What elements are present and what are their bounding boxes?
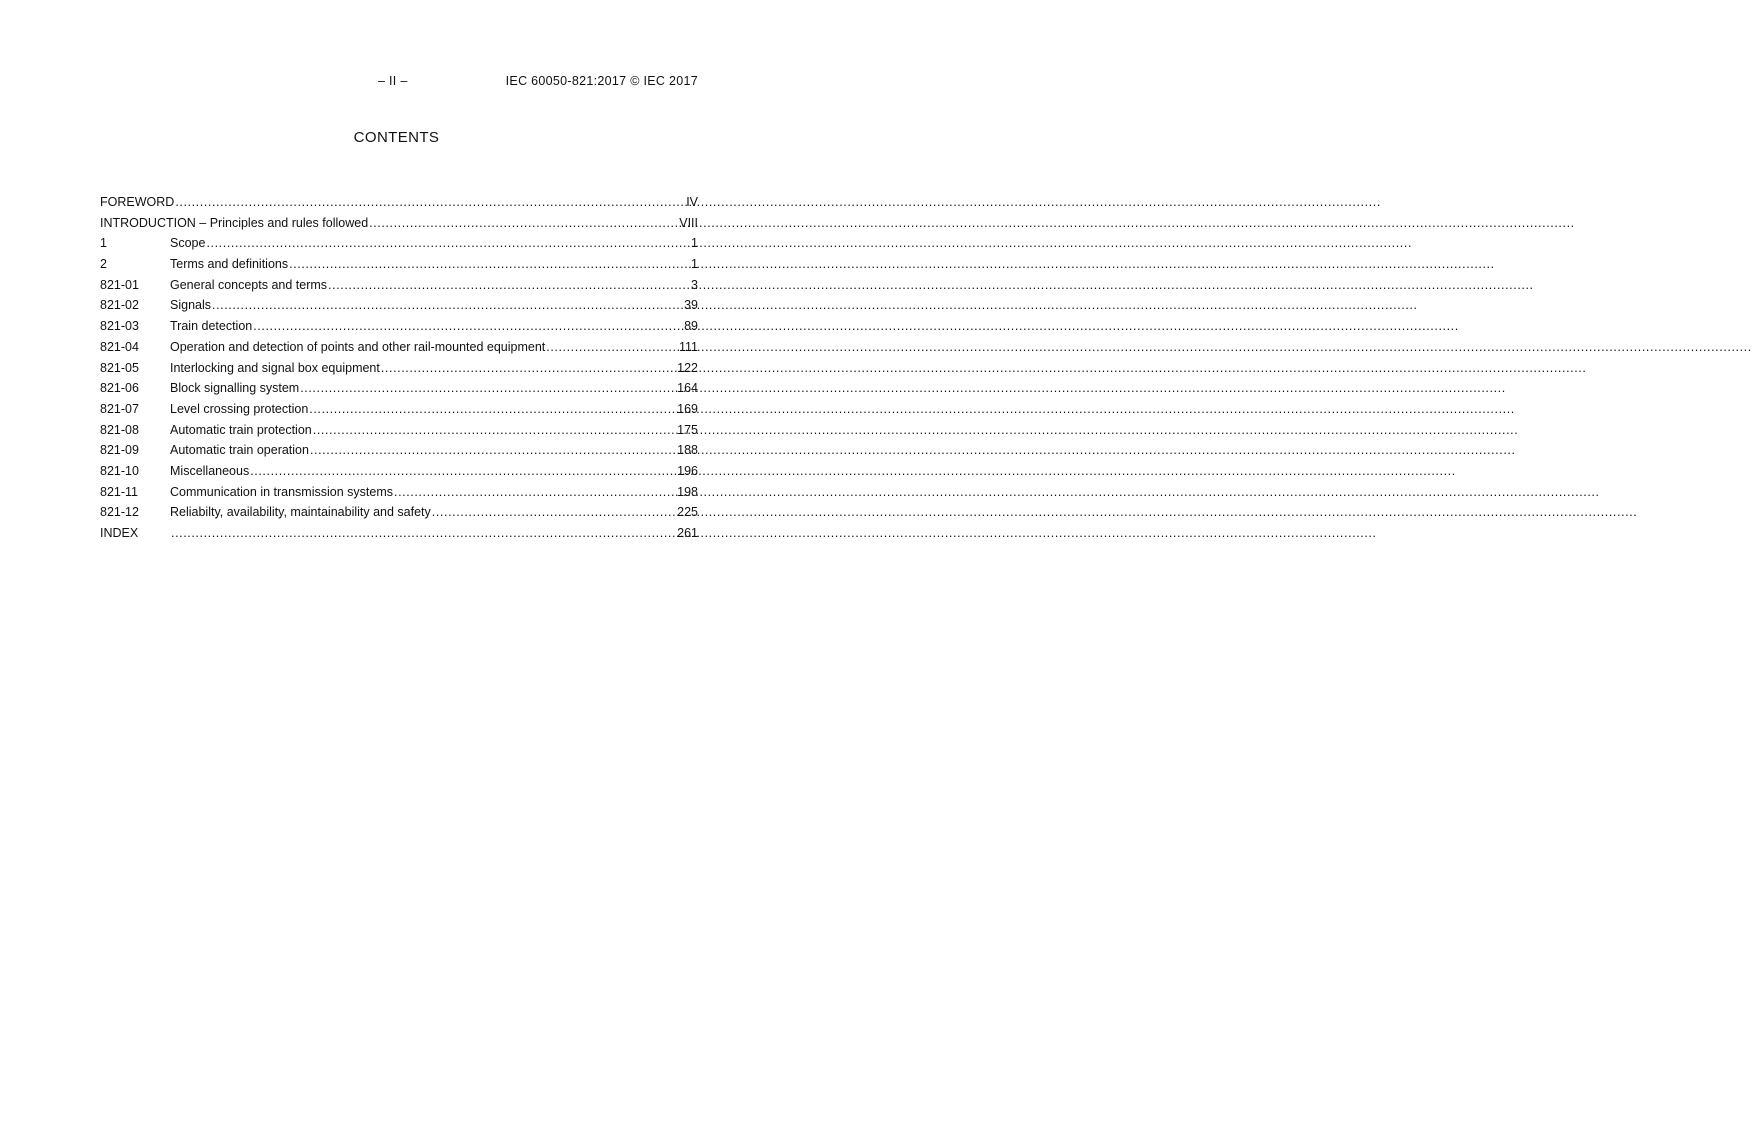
toc-dot-leader (309, 399, 676, 420)
toc-entry[interactable] (100, 502, 698, 523)
toc-dot-leader (212, 295, 683, 316)
toc-dot-leader (394, 482, 676, 503)
toc-entry[interactable] (100, 440, 698, 461)
toc-entry[interactable] (100, 275, 698, 296)
toc-entry-number: 821-04 (100, 339, 139, 354)
toc-entry-title: Scope (170, 236, 206, 251)
toc-entry-page: 1 (691, 257, 698, 272)
toc-entry-title: Reliabilty, availability, maintainability and safety (170, 505, 431, 520)
toc-entry-title: Block signalling system (170, 381, 300, 396)
toc-entry-title: Interlocking and signal box equipment (170, 360, 380, 375)
toc-entry-page: 39 (684, 298, 698, 313)
toc-entry-number: 821-03 (100, 319, 139, 334)
contents-heading: CONTENTS (353, 129, 440, 146)
toc-entry-page: 89 (684, 319, 698, 334)
document-reference: IEC 60050-821:2017 © IEC 2017 (505, 74, 698, 88)
toc-entry-number: 821-05 (100, 360, 139, 375)
toc-dot-leader (432, 502, 676, 523)
toc-dot-leader (253, 316, 683, 337)
toc-dot-leader (369, 213, 678, 234)
toc-entry-title: Automatic train operation (170, 443, 309, 458)
toc-dot-leader (171, 523, 676, 544)
toc-entry-number: 821-01 (100, 277, 139, 292)
toc-entry-title: Miscellaneous (170, 463, 250, 478)
toc-entry-number: 821-02 (100, 298, 139, 313)
toc-entry-page: 122 (677, 360, 698, 375)
toc-entry-title: Terms and definitions (170, 257, 289, 272)
toc-entry-page: 111 (678, 339, 698, 354)
toc-entry-page: 225 (677, 505, 698, 520)
toc-entry-page: 3 (691, 277, 698, 292)
toc-entry[interactable] (100, 254, 698, 275)
toc-entry-number: 821-11 (100, 484, 138, 499)
toc-entry[interactable] (100, 337, 698, 358)
toc-dot-leader (175, 192, 685, 213)
toc-entry[interactable] (100, 316, 698, 337)
toc-entry-number: 821-06 (100, 381, 139, 396)
toc-entry-title: Level crossing protection (170, 401, 309, 416)
toc-entry-page: 175 (677, 422, 698, 437)
toc-entry-page: VIII (679, 215, 698, 230)
toc-entry-number: 821-10 (100, 463, 139, 478)
toc-entry-page: 196 (677, 463, 698, 478)
toc-entry-title: Train detection (170, 319, 253, 334)
toc-entry-page: 1 (691, 236, 698, 251)
toc-dot-leader (313, 420, 676, 441)
toc-entry-number: 821-08 (100, 422, 139, 437)
toc-entry-page: 169 (677, 401, 698, 416)
toc-entry-number: 821-07 (100, 401, 139, 416)
toc-entry[interactable] (100, 420, 698, 441)
toc-dot-leader (328, 275, 690, 296)
toc-entry-title: INTRODUCTION – Principles and rules followed (100, 215, 369, 230)
page-number: – II – (378, 74, 408, 88)
toc-entry[interactable] (100, 192, 698, 213)
toc-entry-title: General concepts and terms (170, 277, 328, 292)
toc-entry-title: Automatic train protection (170, 422, 312, 437)
toc-entry-title: FOREWORD (100, 195, 175, 209)
toc-dot-leader (250, 461, 676, 482)
toc-entry[interactable] (100, 482, 698, 503)
toc-entry[interactable] (100, 213, 698, 234)
toc-dot-leader (381, 358, 676, 379)
toc-dot-leader (310, 440, 676, 461)
table-of-contents (100, 192, 698, 544)
toc-entry[interactable] (100, 358, 698, 379)
toc-entry-page: 164 (677, 381, 698, 396)
toc-entry-number: 821-09 (100, 443, 139, 458)
toc-entry-title: Operation and detection of points and other rail-mounted equipment (170, 339, 546, 354)
toc-dot-leader (206, 233, 690, 254)
toc-entry-title: Signals (170, 298, 211, 313)
toc-entry[interactable] (100, 233, 698, 254)
toc-dot-leader (289, 254, 690, 275)
toc-entry-number: 1 (100, 236, 107, 251)
toc-entry-number: 821-12 (100, 505, 139, 520)
toc-entry-page: IV (686, 195, 698, 209)
toc-dot-leader (300, 378, 676, 399)
toc-entry-page: 188 (677, 443, 698, 458)
toc-entry[interactable] (100, 461, 698, 482)
toc-entry-title: Communication in transmission systems (170, 484, 393, 499)
toc-entry[interactable] (100, 523, 698, 544)
toc-entry-page: 261 (677, 526, 698, 540)
toc-entry[interactable] (100, 295, 698, 316)
toc-dot-leader (546, 337, 678, 358)
toc-entry-page: 198 (677, 484, 698, 499)
toc-entry[interactable] (100, 399, 698, 420)
toc-entry[interactable] (100, 378, 698, 399)
toc-entry-number: 2 (100, 257, 107, 272)
toc-entry-number: INDEX (100, 526, 139, 540)
page-header (100, 74, 698, 94)
